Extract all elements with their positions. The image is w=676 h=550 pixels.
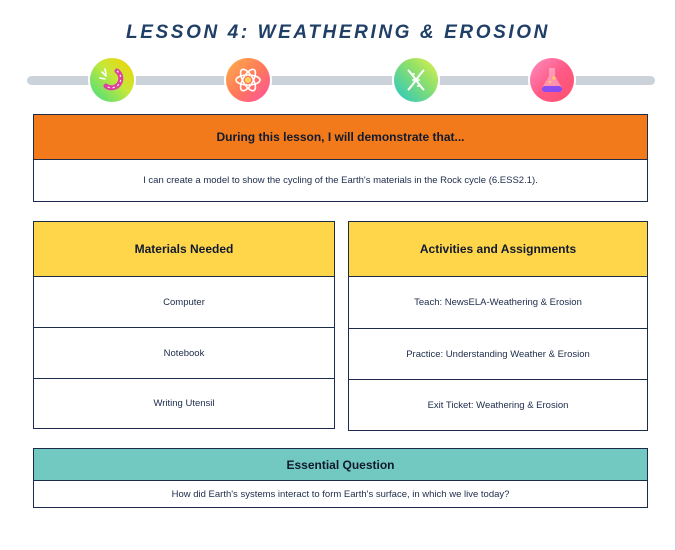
- flask-icon: [530, 58, 574, 102]
- materials-item: Writing Utensil: [34, 378, 334, 428]
- materials-item: Notebook: [34, 327, 334, 378]
- materials-panel: [33, 221, 335, 429]
- materials-item: Computer: [163, 296, 205, 308]
- activities-item: Teach: NewsELA-Weathering & Erosion: [414, 297, 582, 308]
- activities-item: Practice: Understanding Weather & Erosion: [349, 328, 647, 379]
- dna-icon: [394, 58, 438, 102]
- essential-question-panel: [33, 448, 648, 508]
- materials-header: Materials Needed: [34, 222, 334, 277]
- magnet-icon: [90, 58, 134, 102]
- objective-panel: [33, 114, 648, 202]
- activities-item: Exit Ticket: Weathering & Erosion: [349, 379, 647, 430]
- atom-icon: [226, 58, 270, 102]
- page-title: LESSON 4: WEATHERING & EROSION: [126, 22, 550, 43]
- essential-question-header: Essential Question: [34, 449, 647, 481]
- objective-header: During this lesson, I will demonstrate that...: [34, 115, 647, 160]
- activities-header: Activities and Assignments: [349, 222, 647, 277]
- essential-question-text: How did Earth's systems interact to form Earth's surface, in which we live today?: [171, 488, 510, 500]
- activities-panel: [348, 221, 648, 431]
- objective-text: I can create a model to show the cycling of the Earth's materials in the Rock cycle (6.ESS2.1).: [143, 175, 538, 186]
